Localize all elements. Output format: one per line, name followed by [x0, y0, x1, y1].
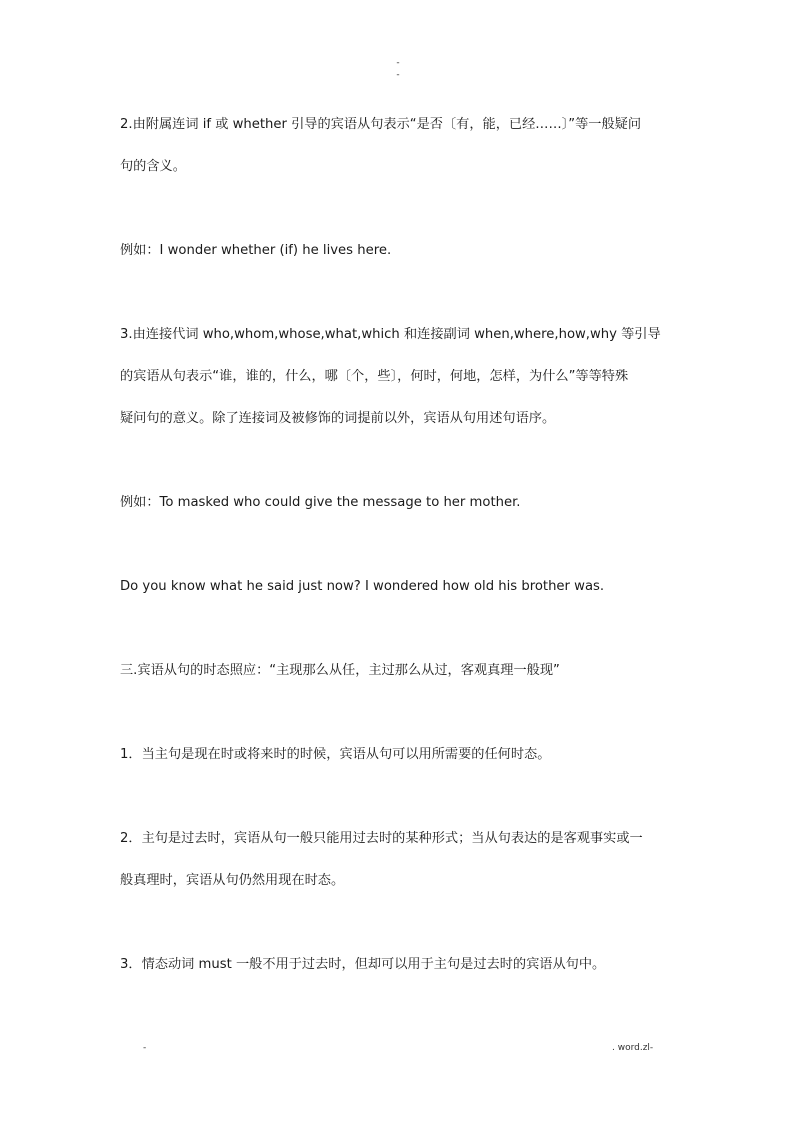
rule-2-line-1: 2．主句是过去时，宾语从句一般只能用过去时的某种形式；当从句表达的是客观事实或一: [120, 831, 643, 846]
header-mark-top: -: [396, 58, 400, 68]
footer-left: -: [143, 1043, 147, 1053]
example-3: Do you know what he said just now? I wondered how old his brother was.: [120, 579, 605, 594]
paragraph-gap: [120, 692, 678, 734]
paragraph-gap: [120, 608, 678, 650]
header-mark-bottom: -: [396, 70, 400, 80]
example-1: 例如：I wonder whether (if) he lives here.: [120, 243, 392, 258]
item-3-line-3: 疑问句的意义。除了连接词及被修饰的词提前以外，宾语从句用述句语序。: [120, 411, 556, 426]
item-3-line-1: 3.由连接代词 who,whom,whose,what,which 和连接副词 when,where,how,why 等引导: [120, 327, 661, 342]
paragraph-gap: [120, 440, 678, 482]
rule-2-line-2: 般真理时，宾语从句仍然用现在时态。: [120, 873, 345, 888]
item-2-line-1: 2.由附属连词 if 或 whether 引导的宾语从句表示“是否〔有，能，已经……〕”等一般疑问: [120, 117, 642, 132]
section-3-title: 三.宾语从句的时态照应：“主现那么从任，主过那么从过，客观真理一般现”: [120, 663, 560, 678]
item-3-line-2: 的宾语从句表示“谁，谁的，什么，哪〔个，些〕，何时，何地，怎样，为什么”等等特殊: [120, 369, 629, 384]
example-2: 例如：To masked who could give the message to her mother.: [120, 495, 521, 510]
footer-right: . word.zl-: [612, 1043, 654, 1053]
item-2-line-2: 句的含义。: [120, 159, 186, 174]
rule-1: 1．当主句是现在时或将来时的时候，宾语从句可以用所需要的任何时态。: [120, 747, 551, 762]
rule-3: 3．情态动词 must 一般不用于过去时，但却可以用于主句是过去时的宾语从句中。: [120, 957, 606, 972]
paragraph-gap: [120, 776, 678, 818]
document-body: [120, 104, 678, 986]
paragraph-gap: [120, 188, 678, 230]
paragraph-gap: [120, 524, 678, 566]
paragraph-gap: [120, 902, 678, 944]
paragraph-gap: [120, 272, 678, 314]
